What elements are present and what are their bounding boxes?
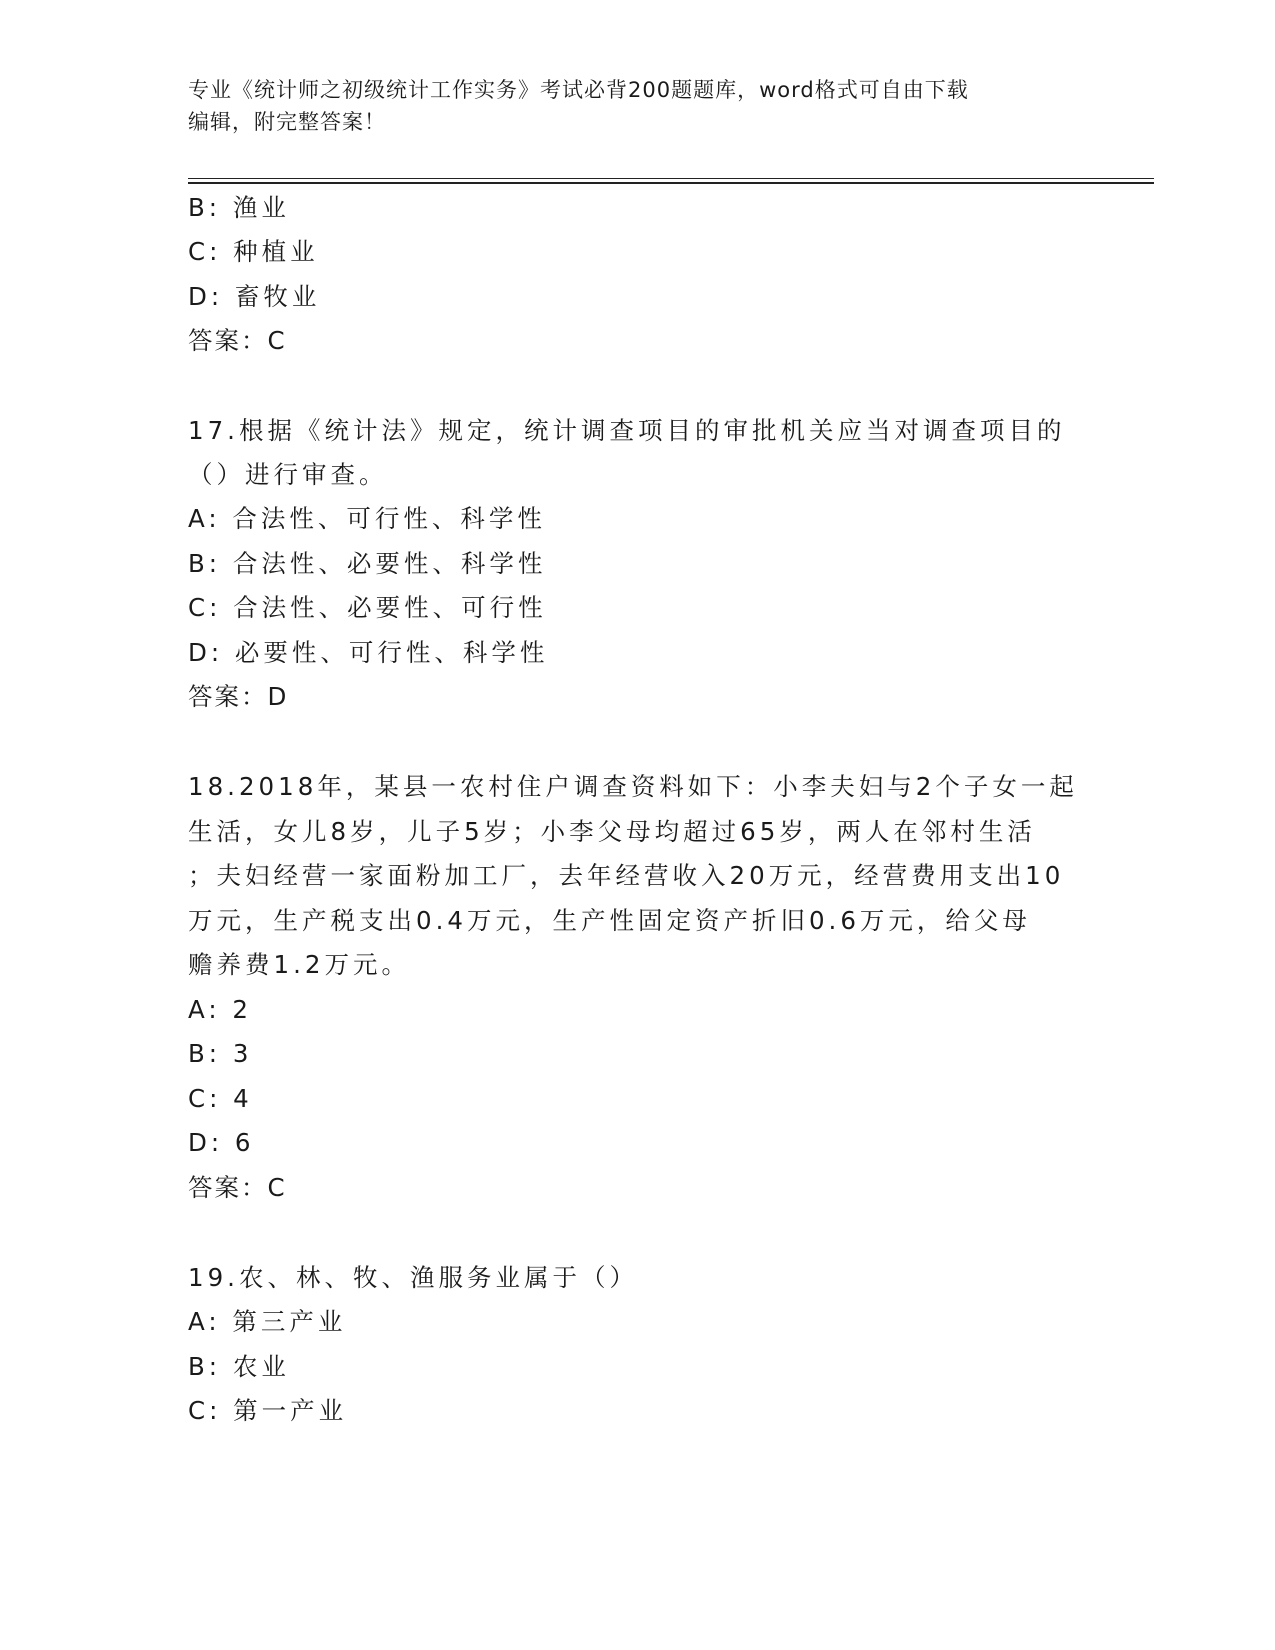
q18-option-a: A: 2 xyxy=(188,995,252,1024)
header-divider-thin xyxy=(188,178,1154,179)
q17-option-a: A: 合法性、可行性、科学性 xyxy=(188,504,546,533)
q19-option-b: B: 农业 xyxy=(188,1352,290,1381)
q17-answer: 答案：D xyxy=(188,682,289,711)
q19-stem-line-1: 19.农、林、牧、渔服务业属于（） xyxy=(188,1263,638,1292)
q17-option-d: D: 必要性、可行性、科学性 xyxy=(188,638,549,667)
q19-option-a: A: 第三产业 xyxy=(188,1307,347,1336)
q17-option-b: B: 合法性、必要性、科学性 xyxy=(188,549,547,578)
header-divider-thick xyxy=(188,182,1154,184)
q16-option-d: D: 畜牧业 xyxy=(188,282,321,311)
q18-stem-line-4: 万元，生产税支出0.4万元，生产性固定资产折旧0.6万元，给父母 xyxy=(188,906,1031,935)
q18-stem-line-2: 生活，女儿8岁，儿子5岁；小李父母均超过65岁，两人在邻村生活 xyxy=(188,817,1036,846)
q17-option-c: C: 合法性、必要性、可行性 xyxy=(188,593,547,622)
q18-stem-line-5: 赡养费1.2万元。 xyxy=(188,950,410,979)
q17-stem-line-1: 17.根据《统计法》规定，统计调查项目的审批机关应当对调查项目的 xyxy=(188,416,1066,445)
q19-option-c: C: 第一产业 xyxy=(188,1396,348,1425)
q18-stem-line-1: 18.2018年，某县一农村住户调查资料如下：小李夫妇与2个子女一起 xyxy=(188,772,1078,801)
q16-answer: 答案：C xyxy=(188,326,287,355)
header-title-line-1: 专业《统计师之初级统计工作实务》考试必背200题题库，word格式可自由下载 xyxy=(188,78,969,102)
q18-stem-line-3: ；夫妇经营一家面粉加工厂，去年经营收入20万元，经营费用支出10 xyxy=(188,861,1065,890)
q16-option-c: C: 种植业 xyxy=(188,237,319,266)
q18-option-d: D: 6 xyxy=(188,1128,255,1157)
q18-answer: 答案：C xyxy=(188,1173,287,1202)
document-header xyxy=(188,74,1088,138)
q18-option-b: B: 3 xyxy=(188,1039,253,1068)
q17-stem-line-2: （）进行审查。 xyxy=(188,460,388,489)
q16-option-b: B: 渔业 xyxy=(188,193,290,222)
q18-option-c: C: 4 xyxy=(188,1084,253,1113)
header-title-line-2: 编辑，附完整答案！ xyxy=(188,110,386,134)
